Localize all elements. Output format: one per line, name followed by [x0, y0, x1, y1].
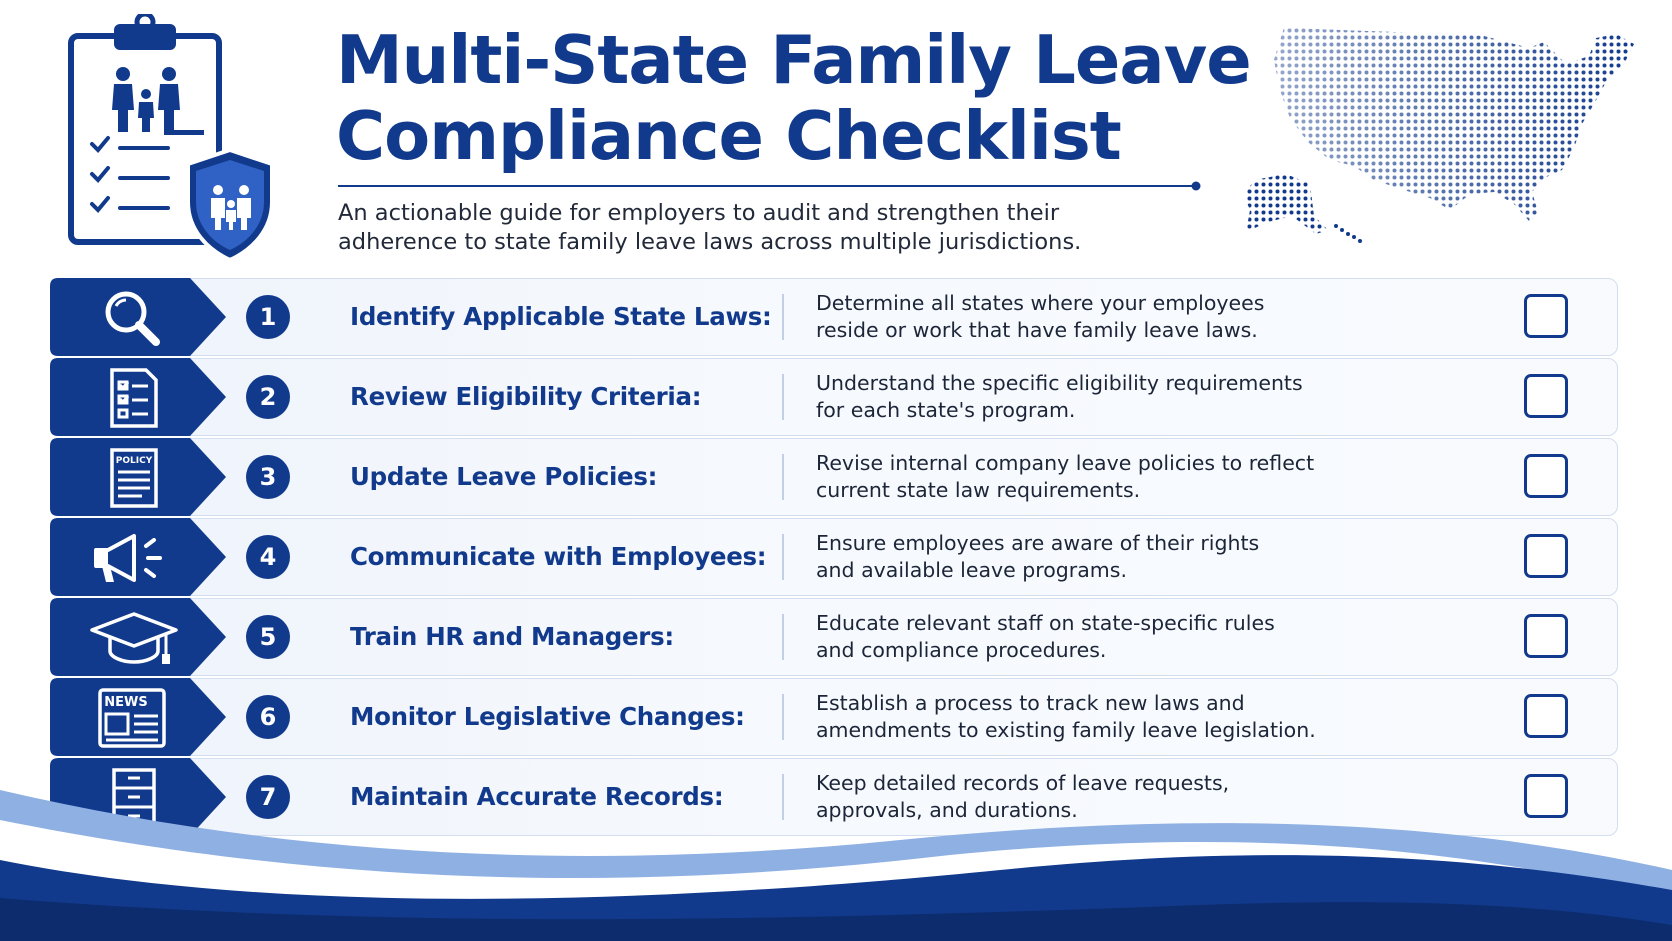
checklist-row-5: [50, 598, 1618, 676]
page-subtitle: [338, 199, 1158, 257]
newspaper-icon: [86, 688, 182, 748]
row-divider: [782, 374, 784, 420]
description-line: and compliance procedures.: [816, 638, 1107, 662]
us-dot-map-icon: [1244, 20, 1644, 250]
description-line: and available leave programs.: [816, 558, 1127, 582]
step-title: Update Leave Policies:: [350, 462, 658, 491]
step-number: 5: [246, 615, 290, 659]
page-title: [336, 22, 1251, 174]
step-checkbox[interactable]: [1524, 614, 1568, 658]
row-divider: [782, 694, 784, 740]
policy-document-icon: [86, 448, 182, 508]
description-line: Keep detailed records of leave requests,: [816, 771, 1230, 795]
step-description: [816, 290, 1264, 344]
row-divider: [782, 454, 784, 500]
step-checkbox[interactable]: [1524, 454, 1568, 498]
step-number: 7: [246, 775, 290, 819]
step-title: Review Eligibility Criteria:: [350, 382, 702, 411]
description-line: reside or work that have family leave laws.: [816, 318, 1258, 342]
checklist-row-2: [50, 358, 1618, 436]
megaphone-icon: [86, 528, 182, 588]
news-icon-label: NEWS: [104, 695, 148, 710]
row-divider: [782, 534, 784, 580]
description-line: Understand the specific eligibility requirements: [816, 371, 1303, 395]
description-line: amendments to existing family leave legislation.: [816, 718, 1316, 742]
checklist-row-6: [50, 678, 1618, 756]
step-title: Communicate with Employees:: [350, 542, 767, 571]
title-underline: [338, 181, 1202, 191]
checklist-row-3: [50, 438, 1618, 516]
row-divider: [782, 614, 784, 660]
magnifying-glass-icon: [86, 288, 182, 348]
description-line: Educate relevant staff on state-specific rules: [816, 611, 1275, 635]
step-title: Maintain Accurate Records:: [350, 782, 724, 811]
step-number: 3: [246, 455, 290, 499]
graduation-cap-icon: [86, 608, 182, 668]
description-line: Revise internal company leave policies to reflect: [816, 451, 1315, 475]
description-line: Determine all states where your employees: [816, 291, 1265, 315]
clipboard-family-shield-icon: [68, 14, 284, 266]
step-description: [816, 370, 1303, 424]
checklist-row-1: [50, 278, 1618, 356]
step-checkbox[interactable]: [1524, 294, 1568, 338]
step-checkbox[interactable]: [1524, 374, 1568, 418]
step-number: 1: [246, 295, 290, 339]
checklist: [50, 278, 1618, 838]
description-line: Ensure employees are aware of their rights: [816, 531, 1260, 555]
policy-icon-label: POLICY: [115, 456, 153, 466]
row-divider: [782, 294, 784, 340]
description-line: Establish a process to track new laws and: [816, 691, 1245, 715]
step-description: [816, 450, 1314, 504]
step-description: [816, 690, 1316, 744]
step-description: [816, 530, 1259, 584]
step-title: Monitor Legislative Changes:: [350, 702, 745, 731]
description-line: approvals, and durations.: [816, 798, 1078, 822]
page-title-line-2: Compliance Checklist: [336, 97, 1121, 175]
step-number: 6: [246, 695, 290, 739]
step-number: 2: [246, 375, 290, 419]
description-line: for each state's program.: [816, 398, 1076, 422]
checklist-row-4: [50, 518, 1618, 596]
step-title: Train HR and Managers:: [350, 622, 674, 651]
step-description: [816, 610, 1275, 664]
checklist-document-icon: [86, 368, 182, 428]
step-title: Identify Applicable State Laws:: [350, 302, 772, 331]
description-line: current state law requirements.: [816, 478, 1141, 502]
subtitle-line-2: adherence to state family leave laws across multiple jurisdictions.: [338, 229, 1082, 255]
page-title-line-1: Multi-State Family Leave: [336, 21, 1251, 99]
step-checkbox[interactable]: [1524, 694, 1568, 738]
subtitle-line-1: An actionable guide for employers to audit and strengthen their: [338, 200, 1060, 226]
footer-waves: [0, 780, 1672, 941]
step-number: 4: [246, 535, 290, 579]
step-checkbox[interactable]: [1524, 534, 1568, 578]
